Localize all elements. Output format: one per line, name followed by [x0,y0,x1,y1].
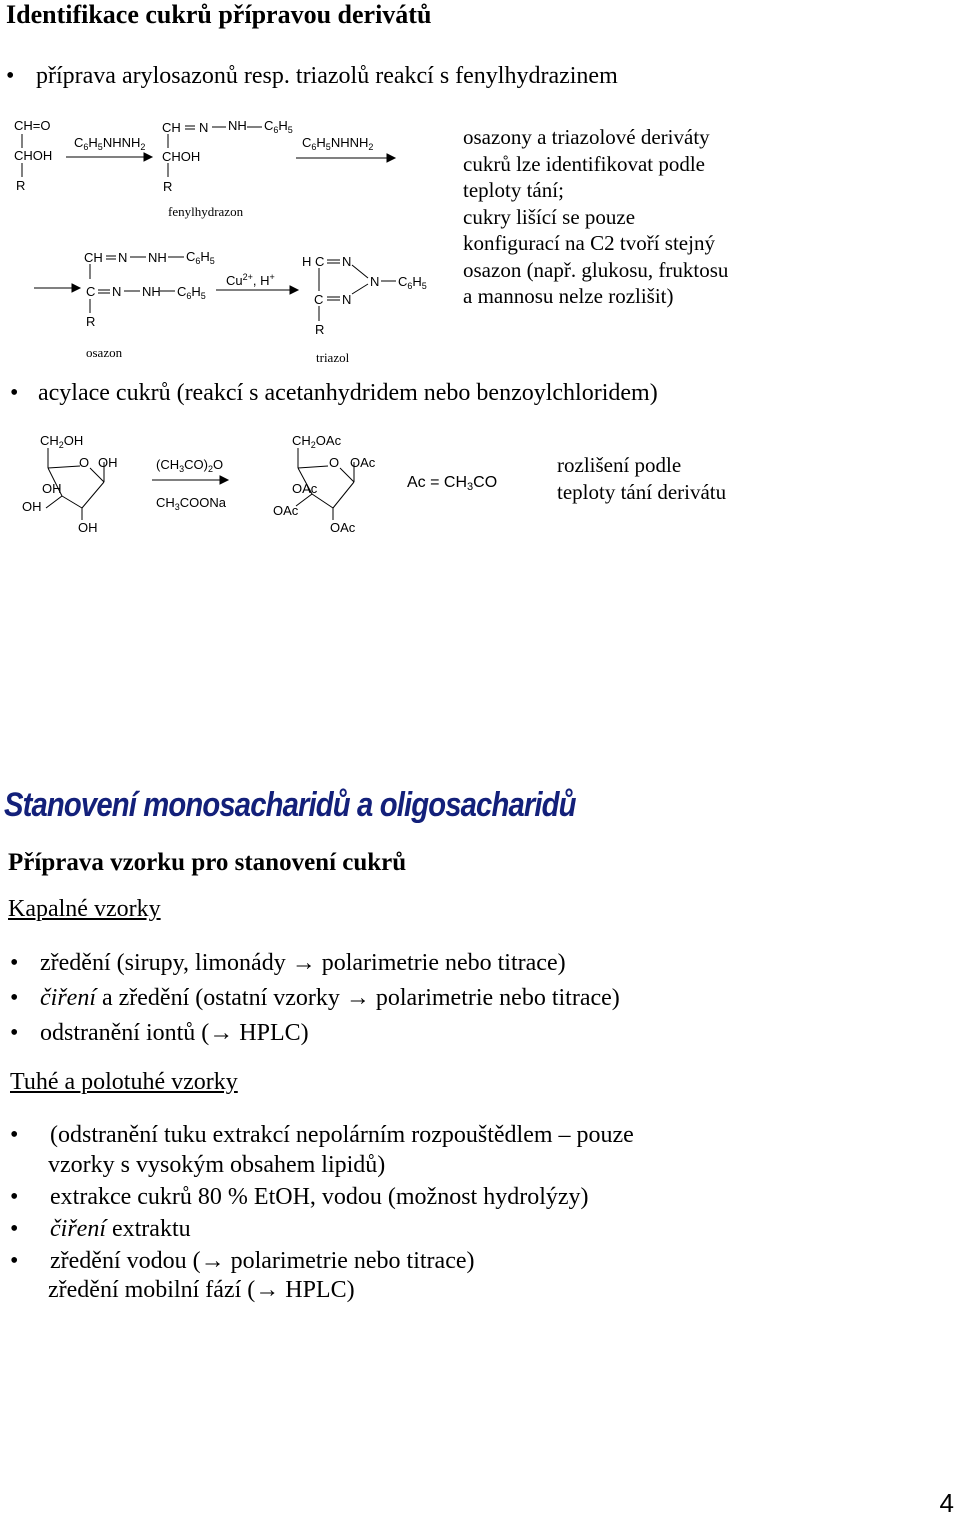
label-phenylhydrazone: fenylhydrazon [168,204,244,219]
note-line: osazon (např. glukosu, fruktosu [463,257,729,282]
section-title: Stanovení monosacharidů a oligosacharidů [4,786,576,824]
bullet-osazone-text: příprava arylosazonů resp. triazolů reakcí s fenylhydrazinem [36,63,618,89]
note-line: rozlišení podle [557,453,682,477]
acylation-bonds [0,0,420,560]
heading-liquid-samples: Kapalné vzorky [8,896,161,922]
note-line: teploty tání derivátu [557,479,727,504]
note-line: cukrů lze identifikovat podle [463,151,706,176]
list-item: • zředění vodou (→ polarimetrie nebo titrace) [10,1248,475,1274]
list-item: • zředění (sirupy, limonády → polarimetrie nebo titrace) [10,950,566,976]
bullet-dot: • [6,63,15,89]
heading-solid-samples: Tuhé a polotuhé vzorky [10,1069,238,1095]
list-item: • odstranění iontů (→ HPLC) [10,1020,309,1046]
page-title: Identifikace cukrů přípravou derivátů [6,0,432,29]
osazone-note [463,124,728,310]
note-line: cukry lišící se pouze [463,204,636,229]
bullet-dot: • [10,380,19,406]
list-item: • čiření a zředění (ostatní vzorky → polarimetrie nebo titrace) [10,985,620,1011]
bullet-acylation-text: acylace cukrů (reakcí s acetanhydridem nebo benzoylchloridem) [38,380,658,406]
note-line: a mannosu nelze rozlišit) [463,284,674,308]
list-item: • extrakce cukrů 80 % EtOH, vodou (možnost hydrolýzy) [10,1184,589,1210]
note-line: osazony a triazolové deriváty [463,125,710,149]
label-triazole: triazol [316,350,350,365]
label-osazone: osazon [86,345,123,360]
acylation-note [557,452,726,505]
note-line: konfigurací na C2 tvoří stejný [463,231,715,255]
list-item-continuation: vzorky s vysokým obsahem lipidů) [48,1152,386,1178]
list-item: • (odstranění tuku extrakcí nepolárním rozpouštědlem – pouze [10,1122,634,1148]
page-number: 4 [939,1488,954,1518]
list-item: • čiření extraktu [10,1216,191,1242]
note-line: teploty tání; [463,178,564,202]
list-item-continuation: zředění mobilní fází (→ HPLC) [48,1277,355,1303]
section-subtitle: Příprava vzorku pro stanovení cukrů [8,849,407,876]
